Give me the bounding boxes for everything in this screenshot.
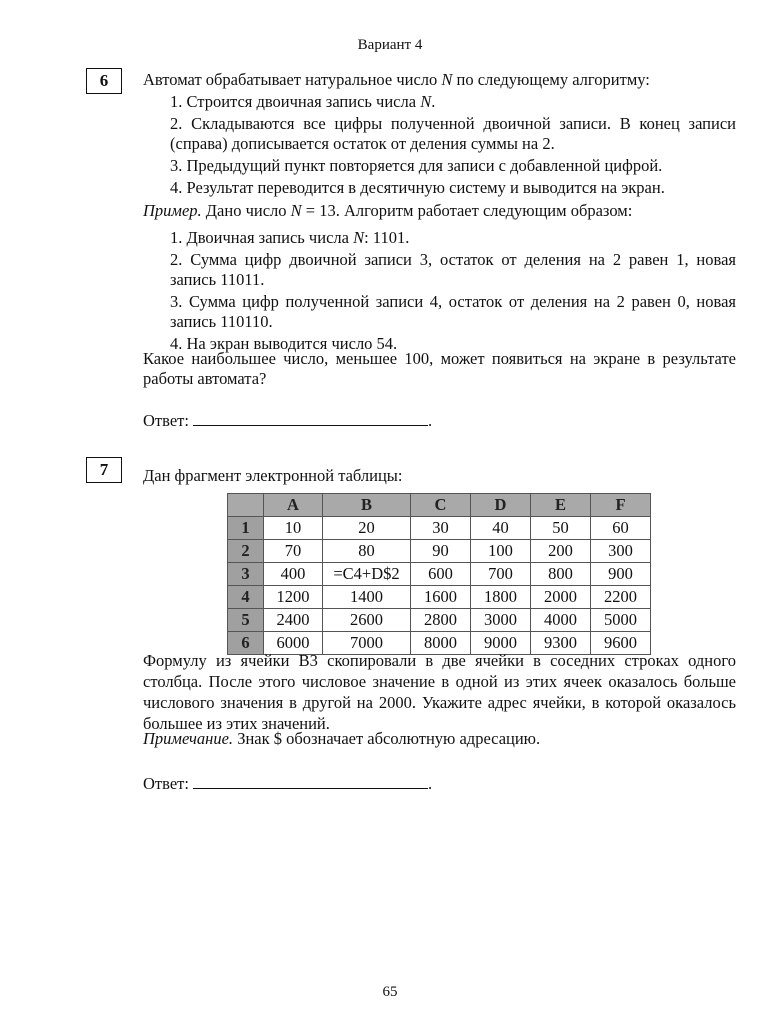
cell-e5: 4000: [531, 609, 591, 632]
cell-d2: 100: [471, 540, 531, 563]
cell-b6: 7000: [323, 632, 411, 655]
task7-answer-field[interactable]: [193, 773, 428, 789]
row-header: 5: [228, 609, 264, 632]
task-number-7: 7: [86, 457, 122, 483]
cell-a3: 400: [264, 563, 323, 586]
cell-c1: 30: [411, 517, 471, 540]
task7-note: Примечание. Знак $ обозначает абсолютную адресацию.: [143, 729, 541, 748]
col-header-e: E: [531, 494, 591, 517]
table-row: [228, 609, 651, 632]
cell-d4: 1800: [471, 586, 531, 609]
row-header: 6: [228, 632, 264, 655]
col-header-c: C: [411, 494, 471, 517]
step-4: 4. Результат переводится в десятичную систему и выводится на экран.: [170, 178, 665, 197]
cell-c5: 2800: [411, 609, 471, 632]
step-3: 3. Предыдущий пункт повторяется для записи с добавленной цифрой.: [170, 156, 663, 175]
cell-e3: 800: [531, 563, 591, 586]
task6-answer: Ответ: .: [143, 411, 433, 430]
answer-label: Ответ:: [143, 774, 189, 793]
cell-c6: 8000: [411, 632, 471, 655]
cell-f6: 9600: [591, 632, 651, 655]
cell-b1: 20: [323, 517, 411, 540]
cell-f5: 5000: [591, 609, 651, 632]
task6-question: Какое наибольшее число, меньшее 100, может появиться на экране в результате работы автомата?: [143, 349, 736, 388]
row-header: 3: [228, 563, 264, 586]
cell-c2: 90: [411, 540, 471, 563]
task6-answer-field[interactable]: [193, 410, 428, 426]
cell-a5: 2400: [264, 609, 323, 632]
cell-a6: 6000: [264, 632, 323, 655]
cell-a1: 10: [264, 517, 323, 540]
cell-f4: 2200: [591, 586, 651, 609]
cell-c3: 600: [411, 563, 471, 586]
cell-a4: 1200: [264, 586, 323, 609]
page-header: Вариант 4: [357, 37, 423, 53]
task7-intro: Дан фрагмент электронной таблицы:: [143, 466, 403, 485]
header-row: [228, 494, 651, 517]
cell-f2: 300: [591, 540, 651, 563]
example-step-4: 4. На экран выводится число 54.: [170, 334, 398, 353]
cell-d6: 9000: [471, 632, 531, 655]
row-header: 2: [228, 540, 264, 563]
cell-a2: 70: [264, 540, 323, 563]
col-header-f: F: [591, 494, 651, 517]
cell-e4: 2000: [531, 586, 591, 609]
table-row: [228, 540, 651, 563]
cell-d5: 3000: [471, 609, 531, 632]
col-header-b: B: [323, 494, 411, 517]
cell-b2: 80: [323, 540, 411, 563]
page-number: 65: [382, 984, 398, 1000]
cell-e2: 200: [531, 540, 591, 563]
cell-d1: 40: [471, 517, 531, 540]
cell-c4: 1600: [411, 586, 471, 609]
col-header-a: A: [264, 494, 323, 517]
example-step-2: 2. Сумма цифр двоичной записи 3, остаток от деления на 2 равен 1, новая запись 11011.: [170, 250, 736, 289]
cell-b4: 1400: [323, 586, 411, 609]
task7-question: Формулу из ячейки B3 скопировали в две ячейки в соседних строках одного столбца. После этого числовое значение в одной из этих ячеек оказалось больше числового значения в другой на 2000. Укажите адрес ячейки, в которой оказалось большее из этих значений.: [143, 651, 736, 733]
var-n: N: [441, 70, 453, 89]
corner-cell: [228, 494, 264, 517]
table-row: [228, 586, 651, 609]
task-number-6: 6: [86, 68, 122, 94]
cell-b5: 2600: [323, 609, 411, 632]
cell-b3: =C4+D$2: [323, 563, 411, 586]
task6-example-steps: [170, 228, 736, 354]
task6-intro: Автомат обрабатывает натуральное число N по следующему алгоритму:: [143, 70, 650, 89]
example-step-1: 1. Двоичная запись числа N: 1101.: [170, 228, 410, 247]
step-1: 1. Строится двоичная запись числа N.: [170, 92, 436, 111]
row-header: 1: [228, 517, 264, 540]
step-2: 2. Складываются все цифры полученной двоичной записи. В конец записи (справа) дописывается остаток от деления суммы на 2.: [170, 114, 736, 153]
cell-f1: 60: [591, 517, 651, 540]
cell-e6: 9300: [531, 632, 591, 655]
cell-d3: 700: [471, 563, 531, 586]
table-row: [228, 517, 651, 540]
note-label: Примечание.: [143, 729, 234, 748]
task6-steps: [170, 92, 736, 198]
cell-f3: 900: [591, 563, 651, 586]
answer-label: Ответ:: [143, 411, 189, 430]
row-header: 4: [228, 586, 264, 609]
table-row: [228, 563, 651, 586]
cell-e1: 50: [531, 517, 591, 540]
spreadsheet-fragment: [227, 493, 651, 655]
task7-answer: Ответ: .: [143, 774, 433, 793]
example-label: Пример.: [143, 201, 202, 220]
col-header-d: D: [471, 494, 531, 517]
task6-example-intro: Пример. Дано число N = 13. Алгоритм работает следующим образом:: [143, 201, 633, 220]
example-step-3: 3. Сумма цифр полученной записи 4, остаток от деления на 2 равен 0, новая запись 110110.: [170, 292, 736, 331]
